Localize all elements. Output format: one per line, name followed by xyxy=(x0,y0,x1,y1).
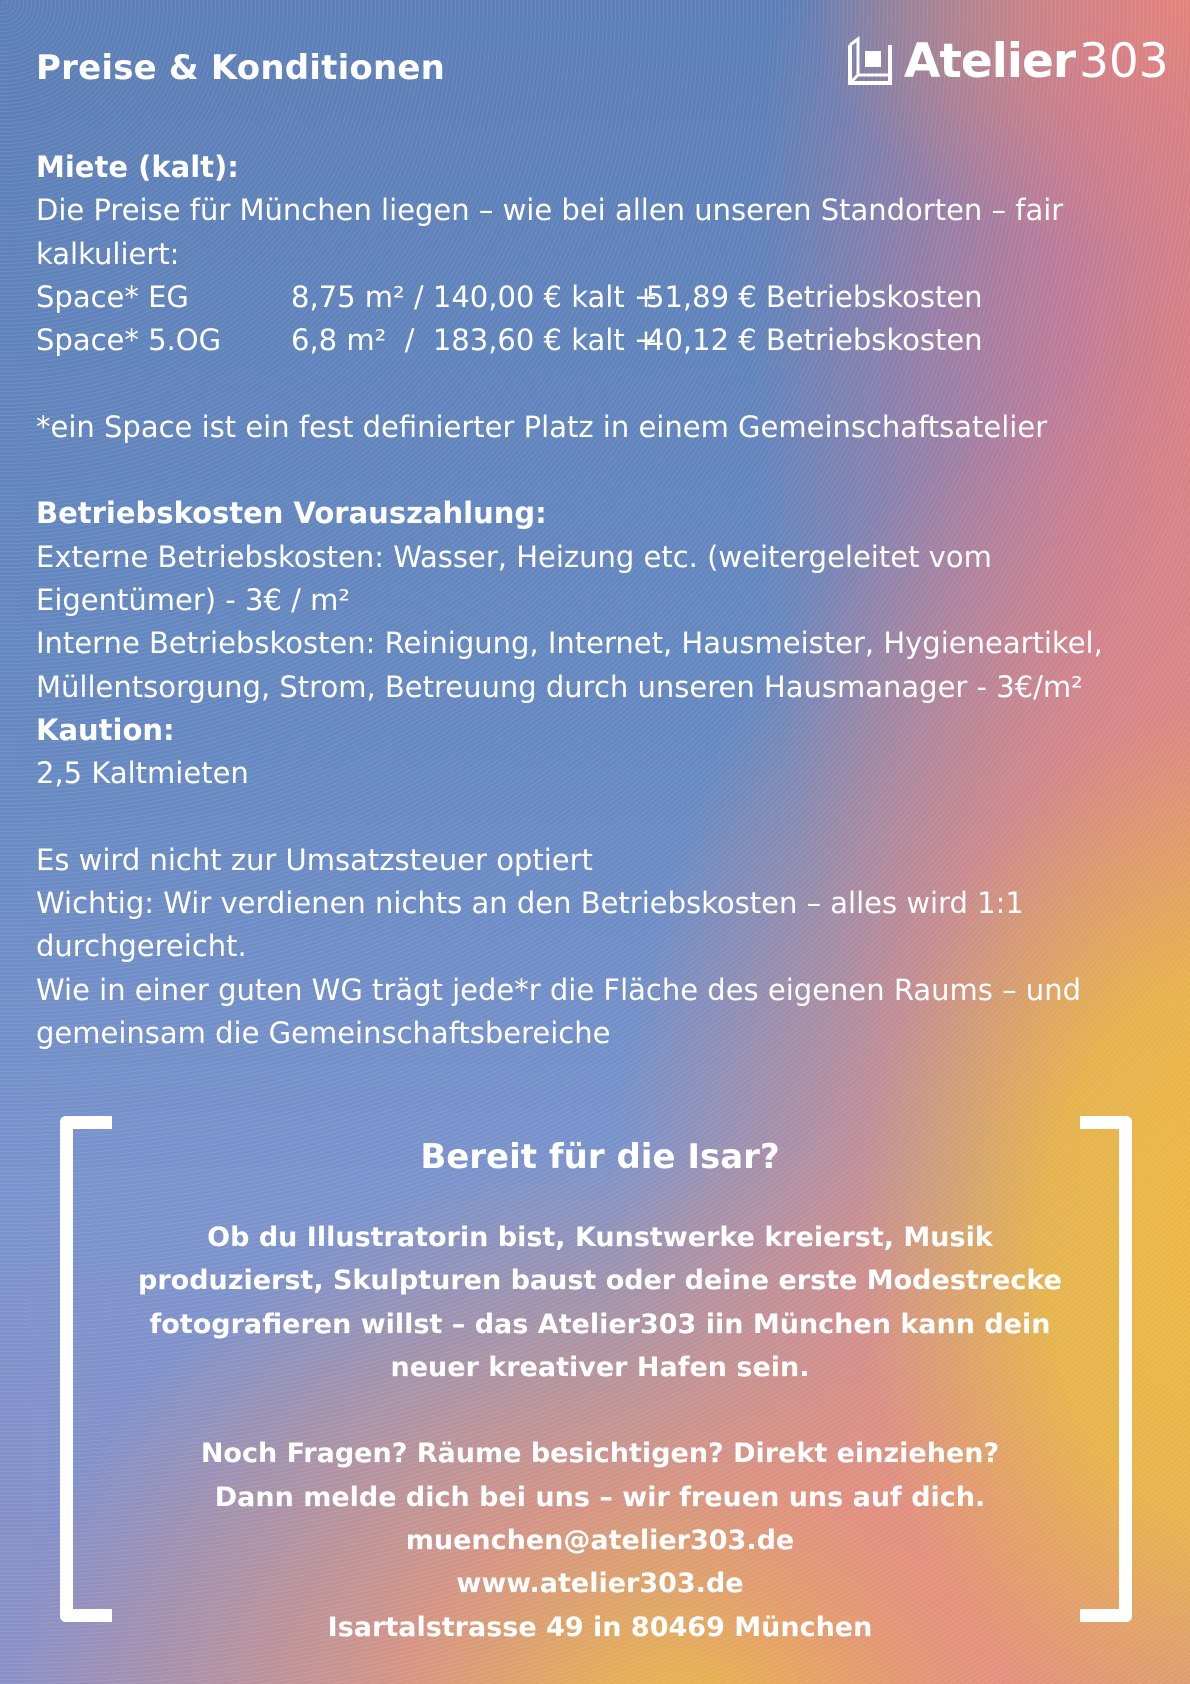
cta-contact-invite: Dann melde dich bei uns – wir freuen uns auf dich. xyxy=(214,1481,986,1513)
bracket-left-decoration xyxy=(60,1116,112,1622)
deposit-heading: Kaution: xyxy=(36,712,175,747)
logo-number: 303 xyxy=(1079,34,1169,89)
space-name: Space* EG xyxy=(36,279,189,314)
vat-note: Es wird nicht zur Umsatzsteuer optiert xyxy=(36,842,593,877)
cta-question: Noch Fragen? Räume besichtigen? Direkt einziehen? xyxy=(200,1438,1000,1470)
cta-heading: Bereit für die Isar? xyxy=(420,1137,780,1177)
contact-email-link[interactable]: muenchen@atelier303.de xyxy=(405,1525,795,1557)
space-size-price: 6,8 m² / 183,60 € kalt + xyxy=(291,323,659,358)
call-to-action xyxy=(110,1130,1090,1649)
space-row xyxy=(36,276,1166,319)
address: Isartalstrasse 49 in 80469 München xyxy=(327,1611,873,1643)
space-costs: 51,89 € Betriebskosten xyxy=(646,279,983,314)
page-title: Preise & Konditionen xyxy=(36,48,446,88)
space-row xyxy=(36,319,1166,362)
operating-costs-heading: Betriebskosten Vorauszahlung: xyxy=(36,496,547,531)
space-name: Space* 5.OG xyxy=(36,323,222,358)
space-size-price: 8,75 m² / 140,00 € kalt + xyxy=(291,279,659,314)
important-note: Wichtig: Wir verdienen nichts an den Betriebskosten – alles wird 1:1 durchgereicht. xyxy=(36,886,1024,964)
brand-logo xyxy=(844,34,1169,89)
website-link[interactable]: www.atelier303.de xyxy=(456,1568,744,1600)
deposit-value: 2,5 Kaltmieten xyxy=(36,756,249,791)
conditions-text xyxy=(36,146,1166,1055)
easel-frame-icon xyxy=(844,35,896,89)
internal-costs: Interne Betriebskosten: Reinigung, Internet, Hausmeister, Hygieneartikel, Müllentsorgung, Strom, Betreuung durch unseren Hausmanager - 3€/m² xyxy=(36,626,1103,704)
space-costs: 40,12 € Betriebskosten xyxy=(646,323,983,358)
rent-intro: Die Preise für München liegen – wie bei allen unseren Standorten – fair kalkuliert: xyxy=(36,193,1064,271)
shared-areas-note: Wie in einer guten WG trägt jede*r die Fläche des eigenen Raums – und gemeinsam die Gemeinschaftsbereiche xyxy=(36,972,1081,1050)
cta-pitch: Ob du Illustratorin bist, Kunstwerke kreierst, Musik produzierst, Skulpturen baust oder deine erste Modestrecke fotografieren willst – das Atelier303 iin München kann dein neuer kreativer Hafen sein. xyxy=(138,1222,1062,1383)
logo-wordmark: Atelier xyxy=(904,34,1075,89)
rent-heading: Miete (kalt): xyxy=(36,150,239,184)
external-costs: Externe Betriebskosten: Wasser, Heizung etc. (weitergeleitet vom Eigentümer) - 3€ / m² xyxy=(36,539,992,617)
space-footnote: *ein Space ist ein fest definierter Platz in einem Gemeinschaftsatelier xyxy=(36,409,1048,444)
